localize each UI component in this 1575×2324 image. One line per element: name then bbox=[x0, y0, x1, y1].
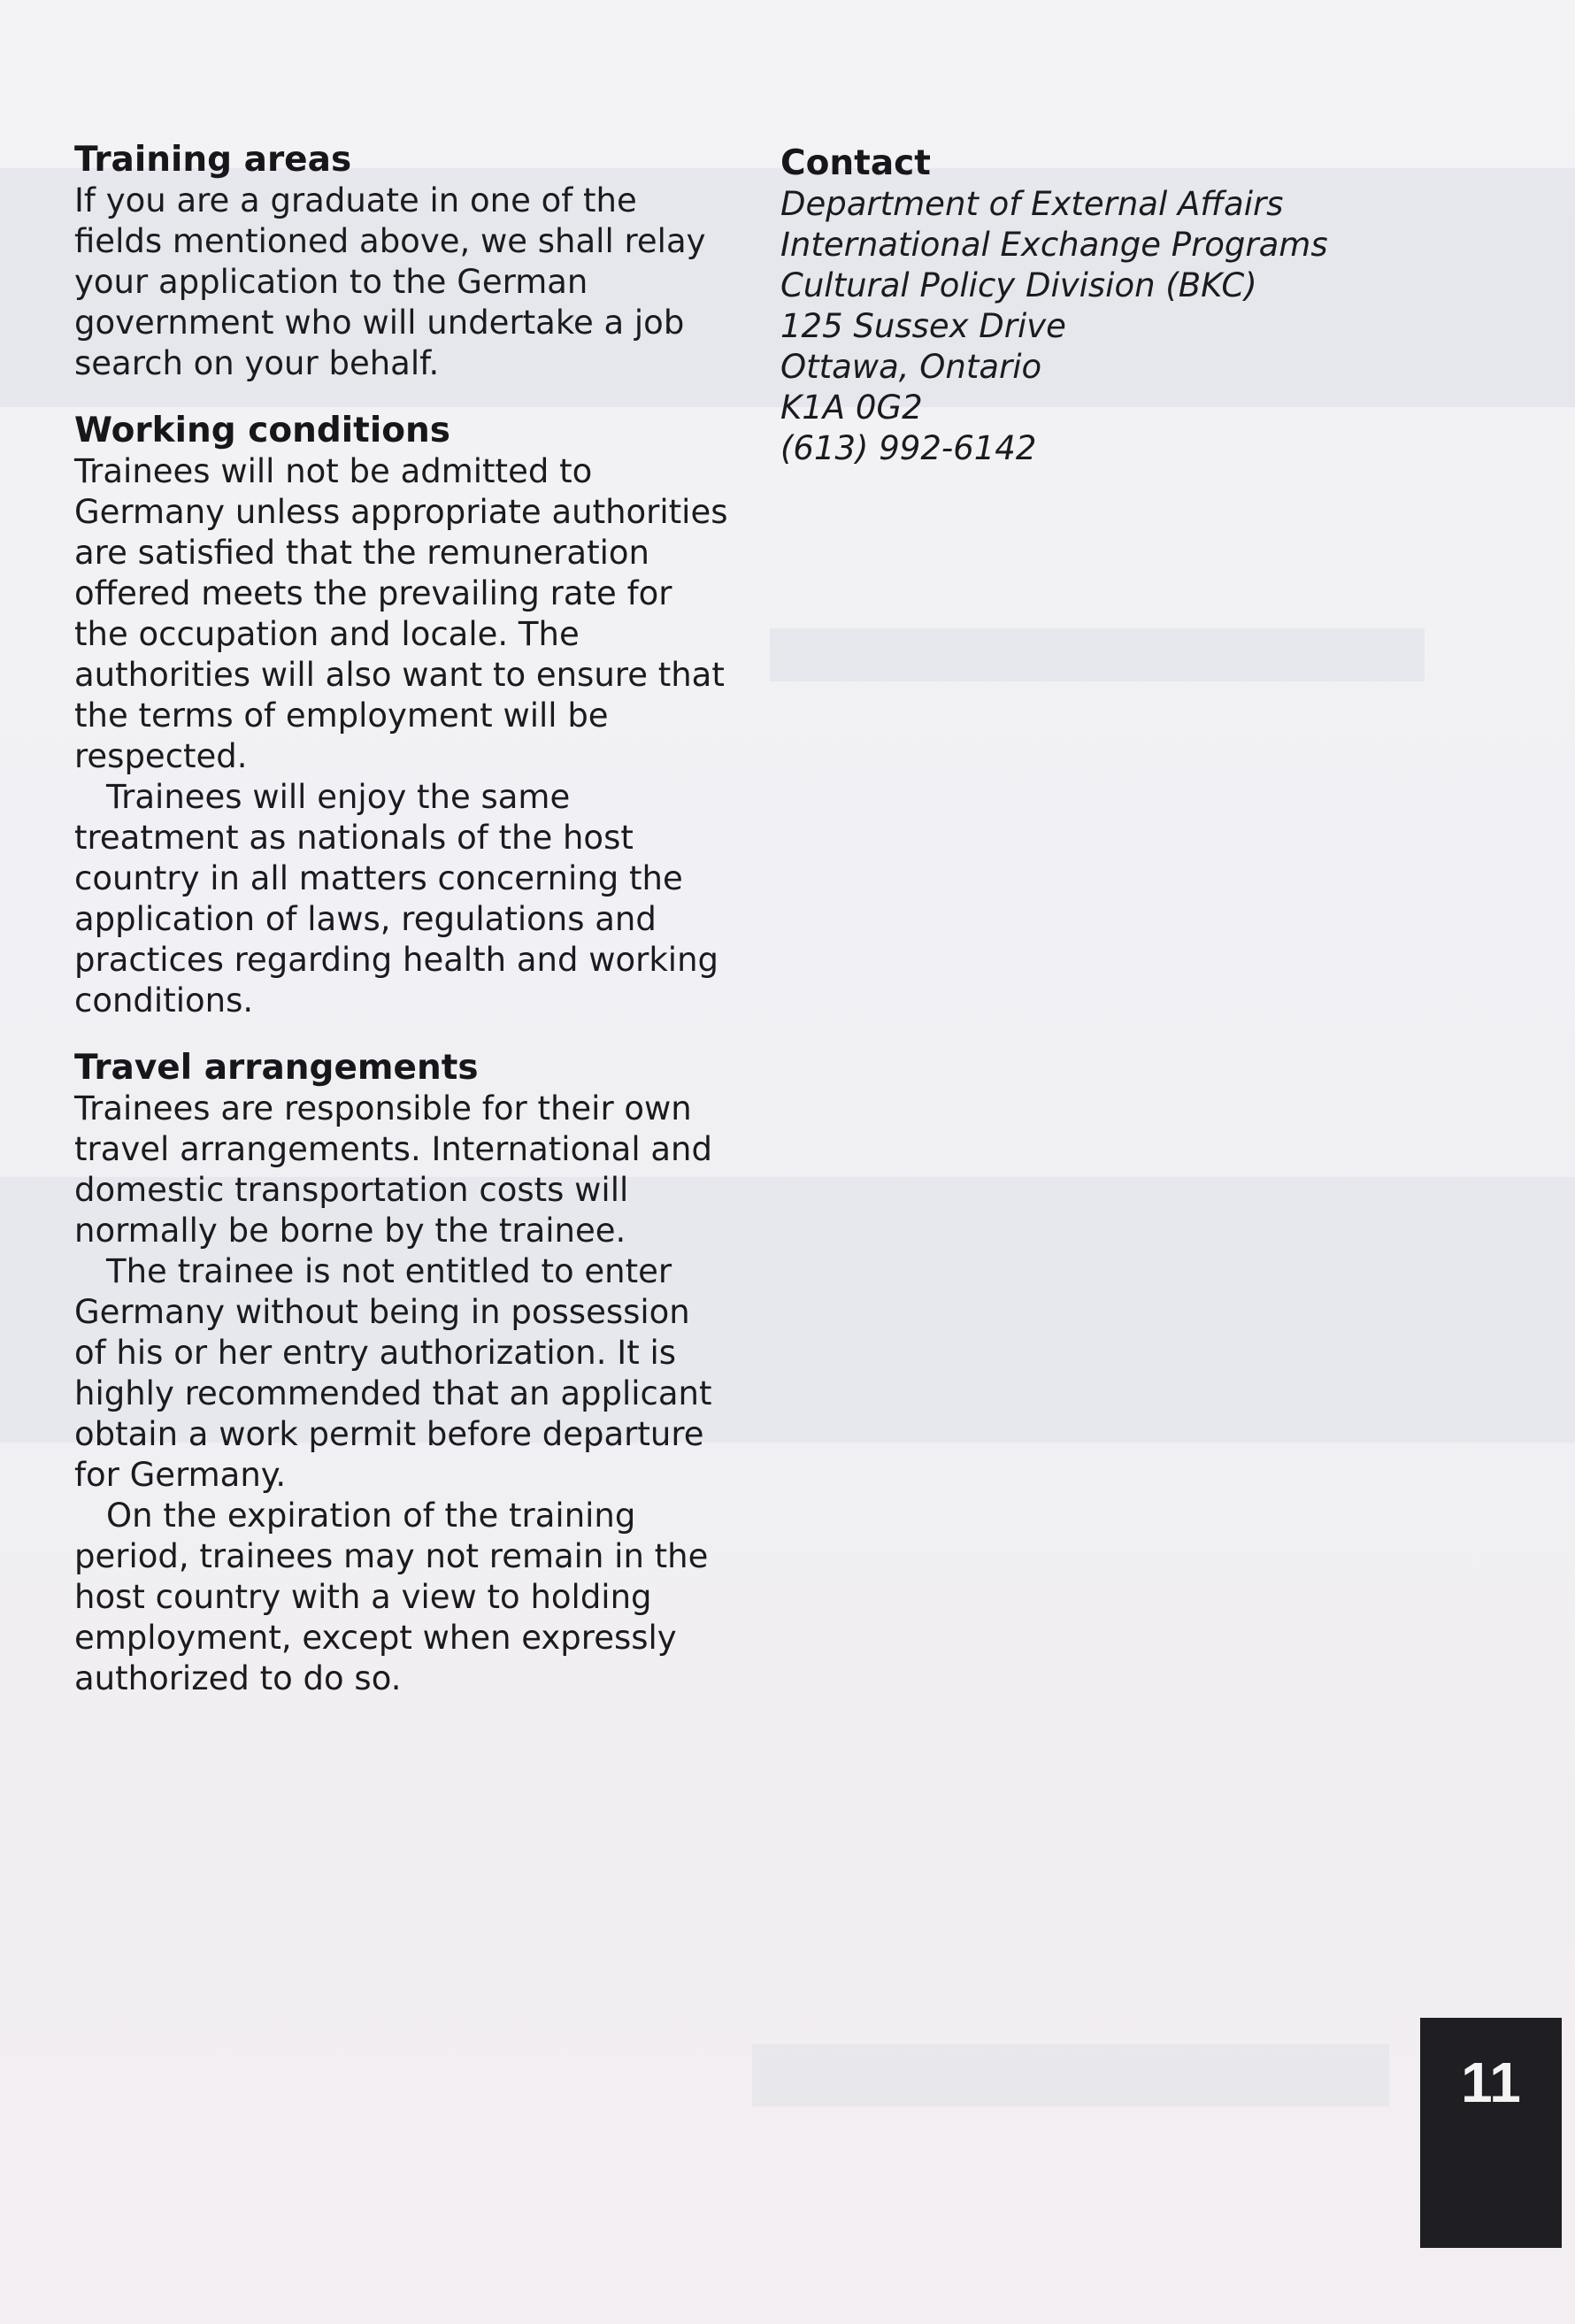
contact-division: Cultural Policy Division (BKC) bbox=[780, 266, 1257, 304]
show-through-band bbox=[752, 2044, 1389, 2106]
contact-city: Ottawa, Ontario bbox=[780, 348, 1042, 386]
section-heading: Training areas bbox=[74, 140, 352, 180]
contact-heading: Contact bbox=[780, 143, 931, 183]
page-number: 11 bbox=[1461, 2051, 1521, 2114]
contact-street: 125 Sussex Drive bbox=[780, 307, 1066, 345]
paragraph: The trainee is not entitled to enter Germany without being in possession of his or her entry authorization. It is highly recommended that an applicant obtain a work permit before departure for Germany. bbox=[74, 1252, 712, 1494]
paragraph: Trainees will enjoy the same treatment as nationals of the host country in all matters concerning the application of laws, regulations and practices regarding health and working conditions. bbox=[74, 778, 719, 1020]
section-contact bbox=[780, 143, 1418, 469]
show-through-band bbox=[770, 628, 1425, 681]
contact-phone: (613) 992-6142 bbox=[780, 429, 1037, 467]
left-column bbox=[74, 140, 729, 1726]
paragraph: On the expiration of the training period, trainees may not remain in the host country with a view to holding employment, except when expressly authorized to do so. bbox=[74, 1497, 709, 1697]
paragraph: Trainees will not be admitted to Germany unless appropriate authorities are satisfied that the remuneration offered meets the prevailing rate for the occupation and locale. The authorities will also want to ensure that the terms of employment will be respected. bbox=[74, 452, 728, 775]
contact-postal-code: K1A 0G2 bbox=[780, 389, 923, 427]
section-training-areas bbox=[74, 140, 729, 384]
page-number-tab bbox=[1420, 2018, 1562, 2248]
paragraph: If you are a graduate in one of the fields mentioned above, we shall relay your application to the German government who will undertake a job search on your behalf. bbox=[74, 181, 706, 382]
paragraph: Trainees are responsible for their own travel arrangements. International and domestic transportation costs will normally be borne by the trainee. bbox=[74, 1089, 712, 1250]
section-working-conditions bbox=[74, 411, 729, 1021]
right-column bbox=[780, 143, 1418, 496]
contact-program: International Exchange Programs bbox=[780, 226, 1328, 264]
section-travel-arrangements bbox=[74, 1048, 729, 1699]
section-heading: Working conditions bbox=[74, 411, 450, 450]
contact-department: Department of External Affairs bbox=[780, 185, 1284, 223]
section-heading: Travel arrangements bbox=[74, 1048, 479, 1088]
